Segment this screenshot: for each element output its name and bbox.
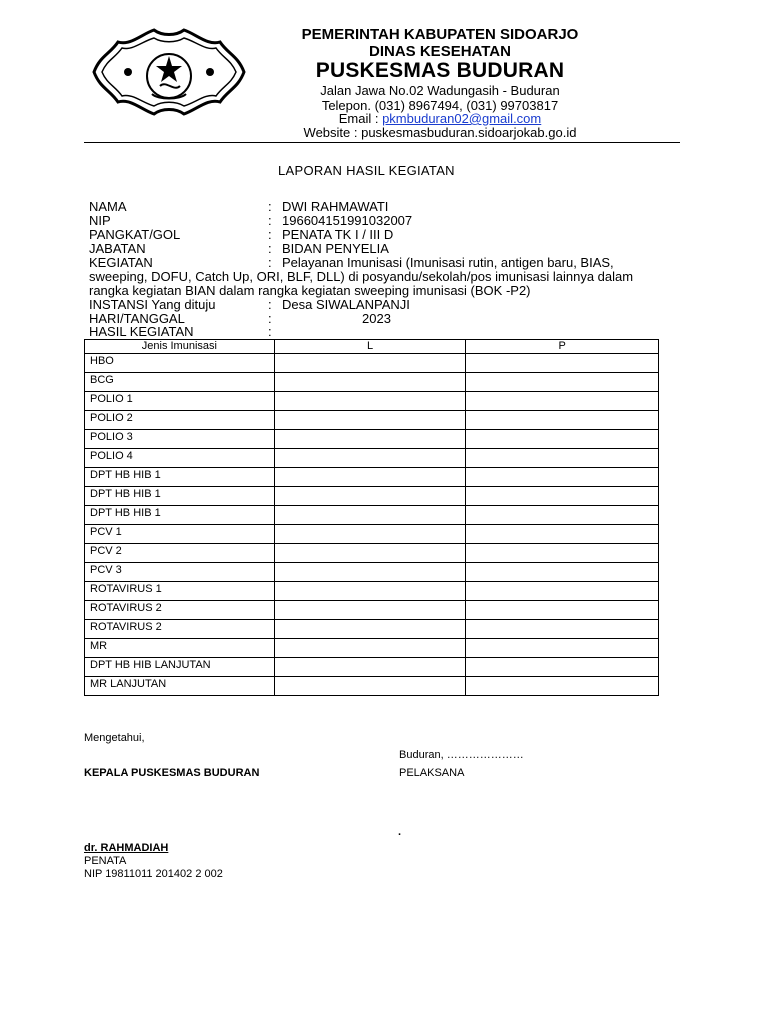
table-row: [85, 392, 659, 411]
header-divider: [84, 142, 680, 143]
immunization-type-cell: PCV 3: [85, 563, 275, 582]
table-row: [85, 658, 659, 677]
header-website: Website : puskesmasbuduran.sidoarjokab.go.id: [303, 125, 577, 140]
kepala-nip: NIP 19811011 201402 2 002: [84, 868, 223, 880]
header-jenis: Jenis Imunisasi: [85, 340, 275, 354]
jabatan-value: BIDAN PENYELIA: [282, 241, 389, 256]
count-p-cell: [466, 677, 659, 696]
hasil-colon: :: [268, 324, 272, 339]
count-l-cell: [274, 430, 466, 449]
header-l: L: [274, 340, 466, 354]
nama-colon: :: [268, 199, 272, 214]
count-l-cell: [274, 620, 466, 639]
table-row: [85, 373, 659, 392]
table-row: [85, 544, 659, 563]
count-l-cell: [274, 487, 466, 506]
table-row: [85, 449, 659, 468]
pelaksana-signature-dot: .: [398, 826, 402, 838]
count-p-cell: [466, 544, 659, 563]
immunization-table-body: [85, 354, 659, 696]
instansi-label: INSTANSI Yang dituju: [89, 297, 216, 312]
kepala-name: dr. RAHMADIAH: [84, 842, 169, 854]
count-l-cell: [274, 544, 466, 563]
count-l-cell: [274, 449, 466, 468]
nama-value: DWI RAHMAWATI: [282, 199, 389, 214]
immunization-type-cell: MR: [85, 639, 275, 658]
count-l-cell: [274, 392, 466, 411]
report-title: LAPORAN HASIL KEGIATAN: [278, 163, 455, 178]
count-p-cell: [466, 468, 659, 487]
count-l-cell: [274, 601, 466, 620]
count-l-cell: [274, 468, 466, 487]
table-row: [85, 601, 659, 620]
jabatan-colon: :: [268, 241, 272, 256]
count-p-cell: [466, 373, 659, 392]
instansi-value: Desa SIWALANPANJI: [282, 297, 410, 312]
count-l-cell: [274, 639, 466, 658]
kepala-title: KEPALA PUSKESMAS BUDURAN: [84, 767, 260, 779]
pangkat-label: PANGKAT/GOL: [89, 227, 181, 242]
count-p-cell: [466, 639, 659, 658]
kegiatan-value-line1: Pelayanan Imunisasi (Imunisasi rutin, antigen baru, BIAS,: [282, 255, 614, 270]
place-date: Buduran, …………………: [399, 749, 524, 761]
immunization-type-cell: DPT HB HIB 1: [85, 506, 275, 525]
count-p-cell: [466, 430, 659, 449]
jabatan-label: JABATAN: [89, 241, 146, 256]
count-p-cell: [466, 392, 659, 411]
count-p-cell: [466, 582, 659, 601]
table-row: [85, 487, 659, 506]
header-p: P: [466, 340, 659, 354]
immunization-type-cell: ROTAVIRUS 1: [85, 582, 275, 601]
table-row: [85, 411, 659, 430]
immunization-type-cell: PCV 2: [85, 544, 275, 563]
tanggal-label: HARI/TANGGAL: [89, 311, 185, 326]
table-row: [85, 639, 659, 658]
kepala-rank: PENATA: [84, 855, 127, 867]
table-row: [85, 582, 659, 601]
count-p-cell: [466, 487, 659, 506]
count-l-cell: [274, 658, 466, 677]
immunization-type-cell: DPT HB HIB 1: [85, 487, 275, 506]
immunization-type-cell: ROTAVIRUS 2: [85, 601, 275, 620]
nip-label: NIP: [89, 213, 111, 228]
immunization-type-cell: POLIO 2: [85, 411, 275, 430]
count-p-cell: [466, 620, 659, 639]
table-row: [85, 430, 659, 449]
count-l-cell: [274, 582, 466, 601]
header-government: PEMERINTAH KABUPATEN SIDOARJO: [301, 26, 579, 43]
nip-colon: :: [268, 213, 272, 228]
sidoarjo-emblem-icon: [80, 16, 258, 128]
header-department: DINAS KESEHATAN: [369, 43, 511, 60]
immunization-table: [84, 339, 659, 696]
table-row: [85, 563, 659, 582]
tanggal-value: 2023: [362, 311, 391, 326]
count-l-cell: [274, 677, 466, 696]
immunization-type-cell: POLIO 4: [85, 449, 275, 468]
hasil-label: HASIL KEGIATAN: [89, 324, 194, 339]
immunization-type-cell: MR LANJUTAN: [85, 677, 275, 696]
email-link[interactable]: pkmbuduran02@gmail.com: [382, 111, 542, 126]
kegiatan-value-line2: sweeping, DOFU, Catch Up, ORI, BLF, DLL) di posyandu/sekolah/pos imunisasi lainnya dalam: [89, 269, 634, 284]
table-row: [85, 677, 659, 696]
table-row: [85, 354, 659, 373]
instansi-colon: :: [268, 297, 272, 312]
table-row: [85, 468, 659, 487]
count-l-cell: [274, 506, 466, 525]
count-l-cell: [274, 411, 466, 430]
count-p-cell: [466, 449, 659, 468]
count-l-cell: [274, 373, 466, 392]
count-l-cell: [274, 563, 466, 582]
count-p-cell: [466, 658, 659, 677]
immunization-type-cell: POLIO 3: [85, 430, 275, 449]
header-email: [270, 111, 610, 126]
header-institution: PUSKESMAS BUDURAN: [315, 59, 565, 82]
count-p-cell: [466, 354, 659, 373]
header-address: Jalan Jawa No.02 Wadungasih - Buduran: [320, 83, 560, 98]
count-l-cell: [274, 525, 466, 544]
count-p-cell: [466, 563, 659, 582]
count-p-cell: [466, 601, 659, 620]
kegiatan-colon: :: [268, 255, 272, 270]
table-row: [85, 506, 659, 525]
immunization-type-cell: PCV 1: [85, 525, 275, 544]
pangkat-value: PENATA TK I / III D: [282, 227, 394, 242]
kegiatan-value-line3: rangka kegiatan BIAN dalam rangka kegiatan sweeping imunisasi (BOK -P2): [89, 283, 531, 298]
immunization-type-cell: BCG: [85, 373, 275, 392]
tanggal-colon: :: [268, 311, 272, 326]
nip-value: 196604151991032007: [282, 213, 413, 228]
nama-label: NAMA: [89, 199, 127, 214]
immunization-type-cell: DPT HB HIB LANJUTAN: [85, 658, 275, 677]
email-label: Email :: [338, 111, 383, 126]
header-phone: Telepon. (031) 8967494, (031) 99703817: [321, 98, 559, 113]
count-p-cell: [466, 525, 659, 544]
mengetahui-label: Mengetahui,: [84, 732, 145, 744]
immunization-type-cell: POLIO 1: [85, 392, 275, 411]
count-p-cell: [466, 411, 659, 430]
pangkat-colon: :: [268, 227, 272, 242]
table-row: [85, 620, 659, 639]
immunization-type-cell: HBO: [85, 354, 275, 373]
immunization-type-cell: DPT HB HIB 1: [85, 468, 275, 487]
count-p-cell: [466, 506, 659, 525]
table-header-row: [85, 340, 659, 354]
count-l-cell: [274, 354, 466, 373]
kegiatan-label: KEGIATAN: [89, 255, 153, 270]
table-row: [85, 525, 659, 544]
immunization-type-cell: ROTAVIRUS 2: [85, 620, 275, 639]
pelaksana-title: PELAKSANA: [399, 767, 465, 779]
